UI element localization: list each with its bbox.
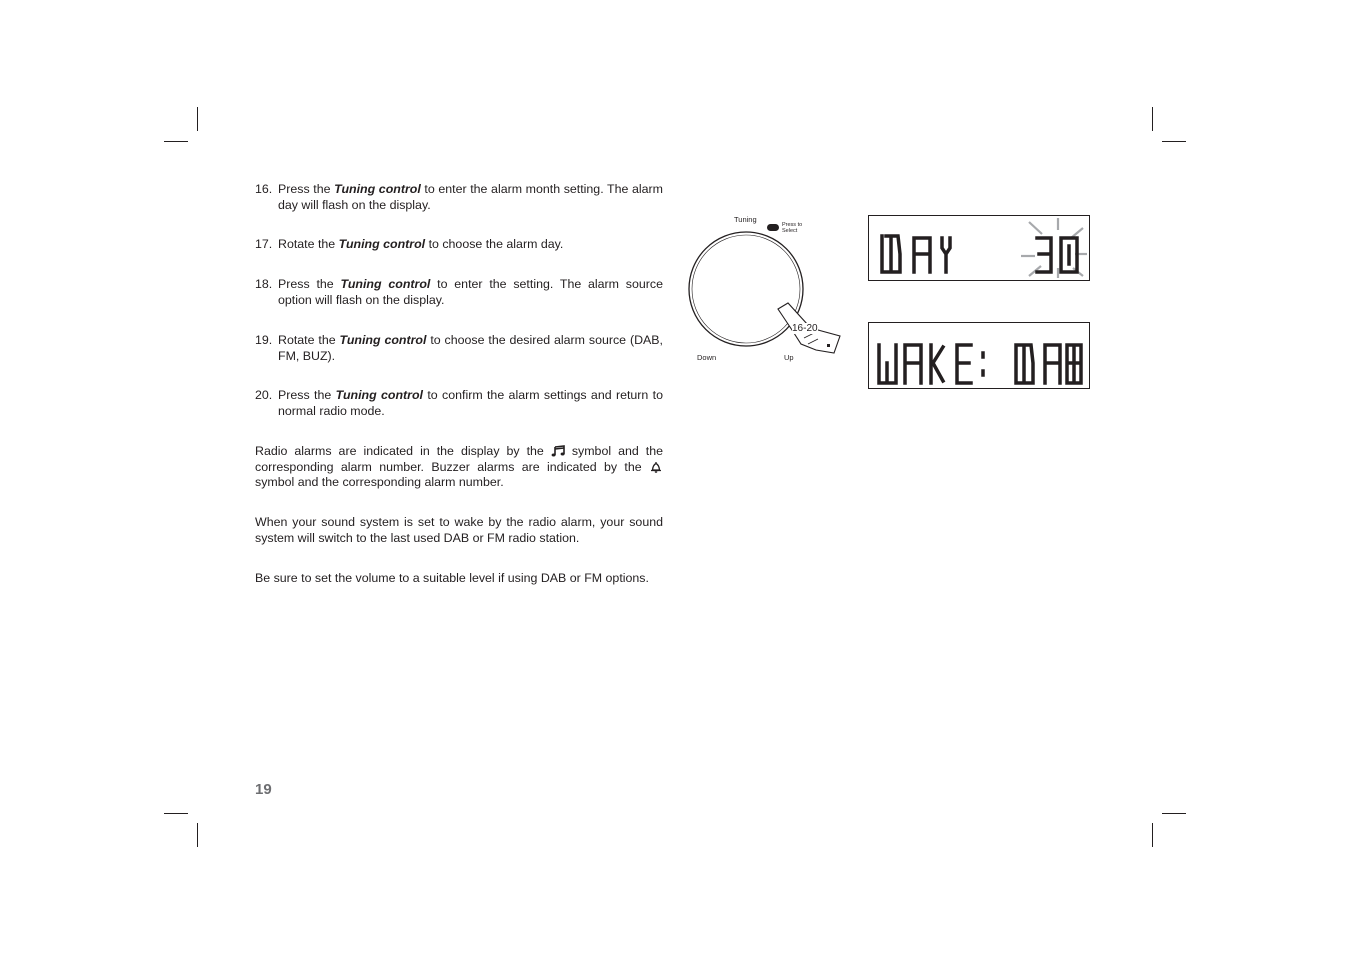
lcd-text-wake (879, 345, 1081, 383)
crop-mark (1162, 813, 1186, 814)
tuning-control-diagram (688, 212, 848, 372)
step-19 (255, 333, 663, 364)
step-number: 17. (255, 237, 273, 251)
alarm-symbols-paragraph: Radio alarms are indicated in the display by the symbol and the corresponding alarm number. Buzzer alarms are indicated by the symbol and the corresponding alarm number. (255, 444, 663, 490)
select-button-icon (767, 224, 779, 231)
step-16 (255, 182, 663, 213)
down-label: Down (697, 353, 717, 362)
music-note-icon (551, 445, 565, 457)
crop-mark (197, 823, 198, 847)
crop-mark (164, 141, 188, 142)
step-text: Press the Tuning control to enter the alarm month setting. The alarm day will flash on the display. (278, 182, 663, 212)
step-text: Rotate the Tuning control to choose the desired alarm source (DAB, FM, BUZ). (278, 333, 663, 363)
step-17 (255, 237, 663, 253)
lcd-display-wake (868, 322, 1090, 389)
crop-mark (1152, 107, 1153, 131)
step-number: 16. (255, 182, 273, 196)
lcd-text-day (882, 236, 950, 272)
press-to-select-label: Press to Select (782, 222, 803, 234)
step-number: 20. (255, 388, 273, 402)
tuning-knob (688, 212, 848, 372)
step-text: Rotate the Tuning control to choose the alarm day. (278, 237, 564, 251)
bell-icon (649, 461, 663, 473)
crop-mark (197, 107, 198, 131)
crop-mark (164, 813, 188, 814)
step-20 (255, 388, 663, 419)
wake-paragraph: When your sound system is set to wake by the radio alarm, your sound system will switch to the last used DAB or FM radio station. (255, 515, 663, 545)
up-label: Up (784, 353, 794, 362)
lcd-display-day (868, 215, 1090, 281)
step-reference-label: 16-20 (792, 323, 818, 334)
volume-paragraph: Be sure to set the volume to a suitable level if using DAB or FM options. (255, 571, 649, 585)
crop-mark (1162, 141, 1186, 142)
step-number: 19. (255, 333, 273, 347)
step-text: Press the Tuning control to enter the setting. The alarm source option will flash on the display. (278, 277, 663, 307)
crop-mark (1152, 823, 1153, 847)
tuning-label: Tuning (734, 215, 757, 224)
step-text: Press the Tuning control to confirm the alarm settings and return to normal radio mode. (278, 388, 663, 418)
step-18 (255, 277, 663, 308)
page-number: 19 (255, 781, 272, 798)
step-number: 18. (255, 277, 273, 291)
lcd-text-value (1037, 238, 1077, 272)
